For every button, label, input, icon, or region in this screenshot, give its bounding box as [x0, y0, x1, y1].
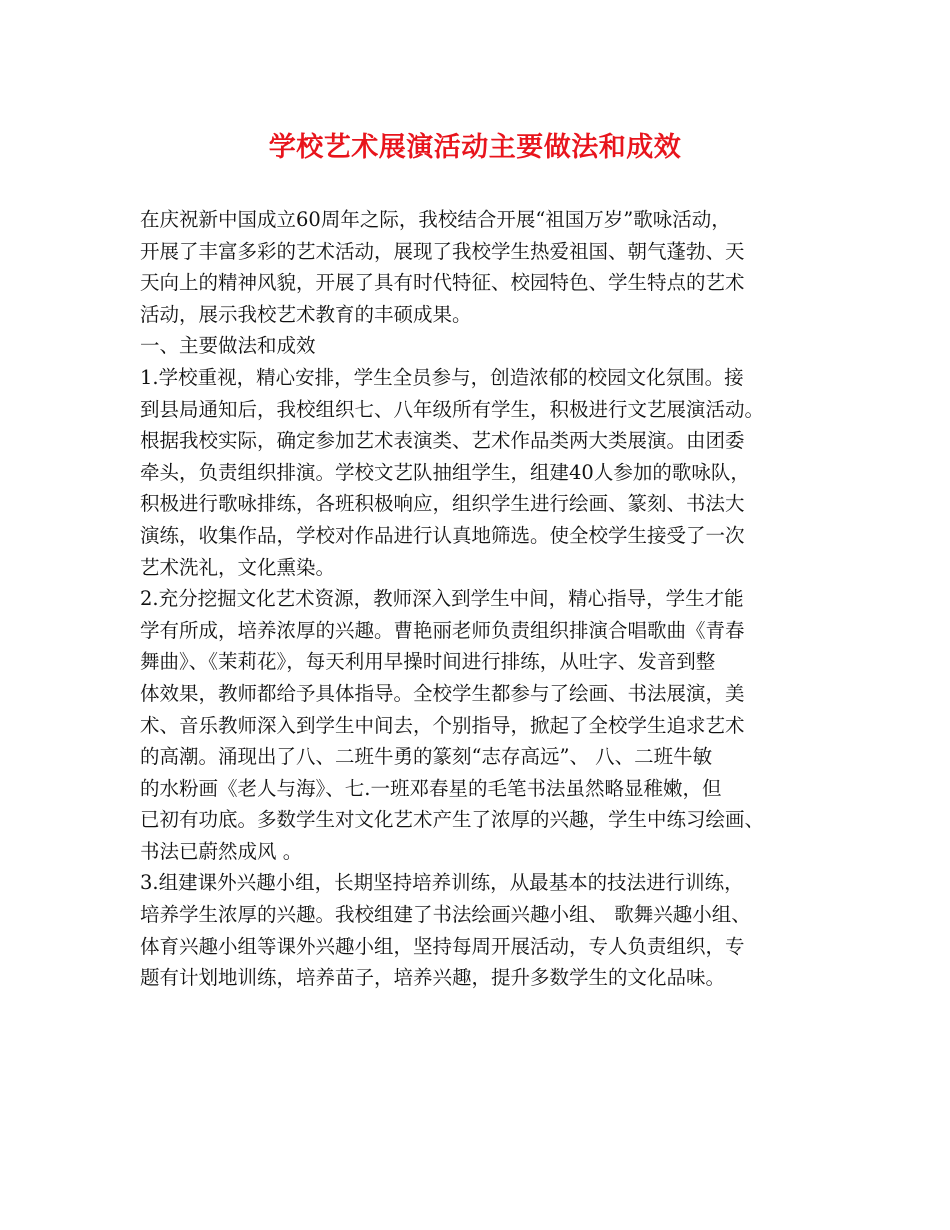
body-line: 的水粉画《老人与海》、七.一班邓春星的毛笔书法虽然略显稚嫩，但 — [140, 776, 722, 800]
body-line: 3.组建课外兴趣小组，长期坚持培养训练，从最基本的技法进行训练， — [140, 871, 744, 895]
body-line: 题有计划地训练，培养苗子，培养兴趣，提升多数学生的文化品味。 — [140, 966, 726, 990]
body-line: 开展了丰富多彩的艺术活动，展现了我校学生热爱祖国、朝气蓬勃、天 — [140, 239, 745, 263]
body-line: 体效果，教师都给予具体指导。全校学生都参与了绘画、书法展演，美 — [140, 681, 745, 705]
body-line: 根据我校实际，确定参加艺术表演类、艺术作品类两大类展演。由团委 — [140, 429, 745, 453]
body-line: 牵头，负责组织排演。学校文艺队抽组学生，组建40人参加的歌咏队， — [140, 460, 750, 484]
body-line: 艺术洗礼，文化熏染。 — [140, 555, 336, 579]
body-line: 舞曲》、《茉莉花》，每天利用早操时间进行排练，从吐字、发音到整 — [140, 650, 716, 674]
section-heading: 一、主要做法和成效 — [140, 334, 316, 358]
body-line: 1.学校重视，精心安排，学生全员参与，创造浓郁的校园文化氛围。接 — [140, 365, 744, 389]
body-line: 积极进行歌咏排练，各班积极响应，组织学生进行绘画、篆刻、书法大 — [140, 492, 745, 516]
body-line: 活动，展示我校艺术教育的丰硕成果。 — [140, 302, 472, 326]
body-line: 在庆祝新中国成立60周年之际，我校结合开展“祖国万岁”歌咏活动， — [140, 208, 731, 231]
body-line: 术、音乐教师深入到学生中间去，个别指导，掀起了全校学生追求艺术 — [140, 713, 745, 737]
body-line: 天向上的精神风貌，开展了具有时代特征、校园特色、学生特点的艺术 — [140, 271, 745, 295]
body-line: 体育兴趣小组等课外兴趣小组，坚持每周开展活动，专人负责组织，专 — [140, 934, 745, 958]
body-line: 培养学生浓厚的兴趣。我校组建了书法绘画兴趣小组、 歌舞兴趣小组、 — [140, 903, 751, 927]
body-line: 学有所成，培养浓厚的兴趣。曹艳丽老师负责组织排演合唱歌曲《青春 — [140, 618, 745, 642]
body-line: 到县局通知后，我校组织七、八年级所有学生，积极进行文艺展演活动。 — [140, 397, 765, 421]
body-line: 演练，收集作品，学校对作品进行认真地筛选。使全校学生接受了一次 — [140, 523, 745, 547]
document-title: 学校艺术展演活动主要做法和成效 — [268, 132, 682, 163]
body-line: 已初有功底。多数学生对文化艺术产生了浓厚的兴趣，学生中练习绘画、 — [140, 808, 765, 832]
body-line: 的高潮。涌现出了八、二班牛勇的篆刻“志存高远”、 八、二班牛敏 — [140, 745, 713, 769]
document-body — [140, 204, 840, 994]
body-line: 书法已蔚然成风 。 — [140, 839, 303, 863]
body-line: 2.充分挖掘文化艺术资源，教师深入到学生中间，精心指导，学生才能 — [140, 587, 744, 611]
